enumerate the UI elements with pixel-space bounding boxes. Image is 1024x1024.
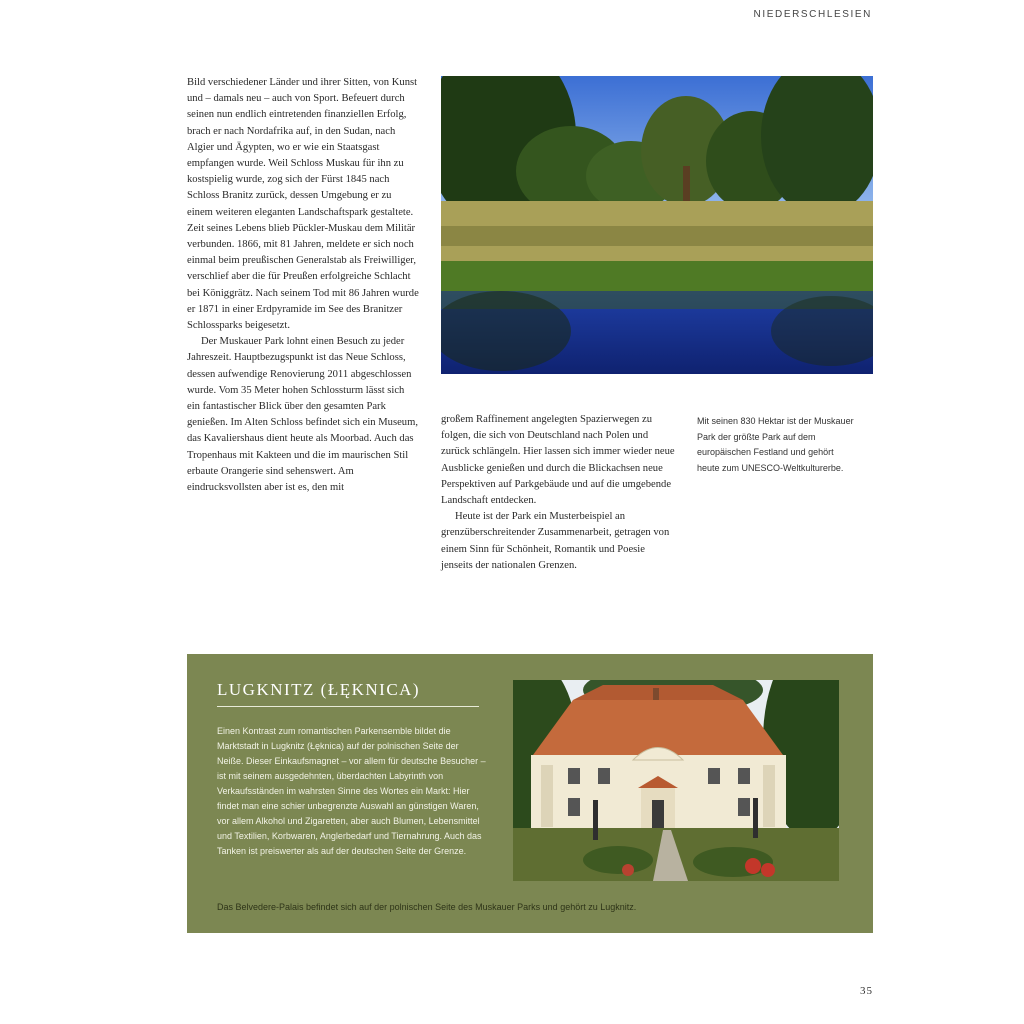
body-paragraph: Heute ist der Park ein Musterbeispiel an grenzüberschreitender Zusammenarbeit, getragen von einem Sinn für Schönheit, Romantik und Poesie jenseits der nationalen Grenzen. <box>441 511 670 571</box>
park-photo <box>441 76 873 374</box>
title-divider <box>217 706 479 707</box>
body-paragraph: Der Muskauer Park lohnt einen Besuch zu jeder Jahreszeit. Hauptbezugspunkt ist das Neue Schloss, dessen aufwendige Renovierung 2011 abgeschlossen wurde. Vom 35 Meter hohen Schlossturm lässt sich ein fantastischer Blick über den gesamten Park genießen. Im Alten Schloss befindet sich ein Museum, das Kavaliershaus dient heute als Moorbad. Auch das Tropenhaus mit Kakteen und die im maurischen Stil erbaute Orangerie sind sehenswert. Am eindrucksvollsten aber ist es, den mit <box>187 336 418 494</box>
sidebar-caption: Das Belvedere-Palais befindet sich auf der polnischen Seite des Muskauer Parks und gehört zu Lugknitz. <box>217 902 637 912</box>
body-paragraph: großem Raffinement angelegten Spazierwegen zu folgen, die sich von Deutschland nach Polen und zurück schlängeln. Hier lassen sich immer wieder neue Ausblicke genießen und durch die Blickachsen neue Perspektiven auf Parkgebäude und auf die umgebende Landschaft entdecken. <box>441 414 675 507</box>
page-number: 35 <box>860 985 873 997</box>
palace-photo <box>513 680 839 881</box>
body-paragraph: Zeit seines Lebens blieb Pückler-Muskau dem Militär verbunden. 1866, mit 81 Jahren, meldete er sich noch einmal beim preußischen Generalstab als Freiwilliger, verschlief aber die für Preußen erfolgreiche Schlacht bei Königgrätz. Nach seinem Tod mit 86 Jahren wurde er 1871 in einer Erdpyramide im See des Branitzer Schlossparks beigesetzt. <box>187 222 419 332</box>
text-column-middle <box>441 412 676 574</box>
running-head: NIEDERSCHLESIEN <box>753 9 872 20</box>
sidebar-text: Einen Kontrast zum romantischen Parkensemble bildet die Marktstadt in Lugknitz (Łęknica) auf der polnischen Seite der Neiße. Dieser Einkaufsmagnet – vor allem für deutsche Besucher – ist mit seinem ausgedehnten, überdachten Labyrinth von Verkaufsständen im wahrsten Sinne des Wortes ein Markt: Hier findet man eine schier unbegrenzte Auswahl an günstigen Waren, vor allem Alkohol und Zigaretten, aber auch Blumen, Lebensmittel und Textilien, Korbwaren, Anglerbedarf und Tiernahrung. Auch das Tanken ist preiswerter als auf der deutschen Seite der Grenze. <box>217 726 486 856</box>
text-column-left <box>187 75 419 496</box>
body-paragraph: Bild verschiedener Länder und ihrer Sitten, von Kunst und – damals neu – auch von Sport. Befeuert durch seinen nun endlich eintretenden finanziellen Erfolg, brach er nach Nordafrika auf, in den Sudan, nach Algier und Ägypten, wo er wie ein Staatsgast empfangen wurde. Weil Schloss Muskau für ihn zu kostspielig wurde, zog sich der Fürst 1845 nach Schloss Branitz zurück, dessen Umgebung er zu einem weiteren eleganten Landschaftspark gestaltete. <box>187 77 418 218</box>
sidebar-box <box>187 654 873 933</box>
sidebar-title: LUGKNITZ (ŁĘKNICA) <box>217 680 421 699</box>
photo-caption: Mit seinen 830 Hektar ist der Muskauer Park der größte Park auf dem europäischen Festland und gehört heute zum UNESCO-Weltkulturerbe. <box>697 416 854 473</box>
